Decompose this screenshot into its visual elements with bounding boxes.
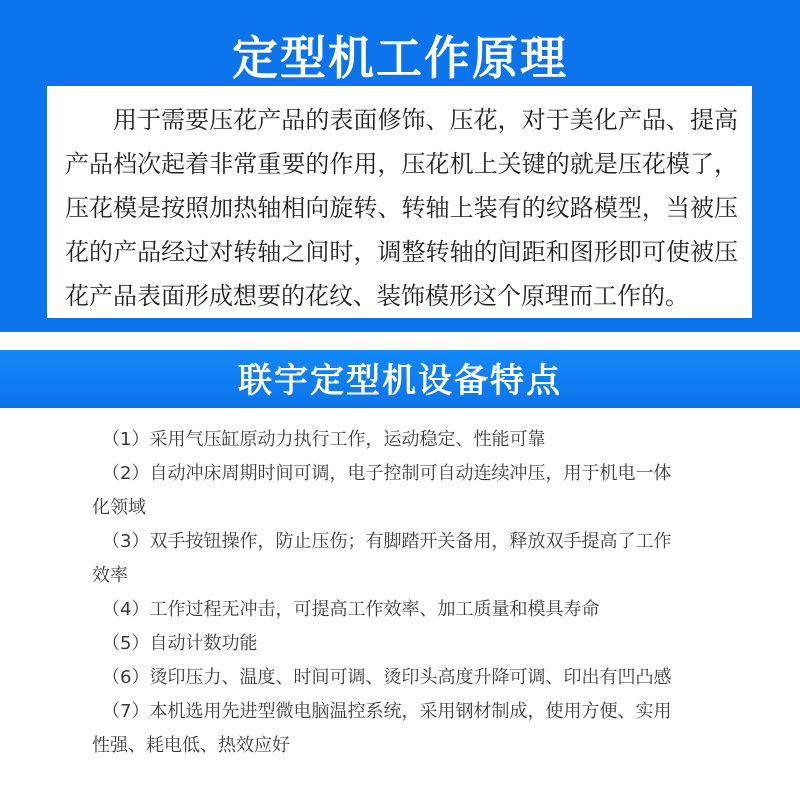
feature-item: （4）工作过程无冲击，可提高工作效率、加工质量和模具寿命 — [102, 599, 600, 620]
feature-item: （2）自动冲床周期时间可调，电子控制可自动连续冲压，用于机电一体化领域 — [92, 463, 672, 518]
feature-item: （1）采用气压缸原动力执行工作，运动稳定、性能可靠 — [102, 429, 546, 450]
feature-item: （5）自动计数功能 — [102, 633, 258, 654]
feature-item: （7）本机选用先进型微电脑温控系统，采用钢材制成，使用方便、实用性强、耗电低、热效应好 — [92, 701, 672, 756]
features-title: 联宇定型机设备特点 — [238, 361, 562, 401]
working-principle-textbox — [47, 86, 752, 318]
working-principle-paragraph: 用于需要压花产品的表面修饰、压花，对于美化产品、提高产品档次起着非常重要的作用，压花机上关键的就是压花模了，压花模是按照加热轴相向旋转、转轴上装有的纹路模型，当被压花的产品经过对转轴之间时，调整转轴的间距和图形即可使被压花产品表面形成想要的花纹、装饰模形这个原理而工作的。 — [65, 106, 738, 310]
working-principle-title: 定型机工作原理 — [232, 31, 568, 85]
features-list — [92, 423, 682, 763]
feature-item: （3）双手按钮操作，防止压伤；有脚踏开关备用，释放双手提高了工作效率 — [92, 531, 672, 586]
working-principle-section — [0, 0, 800, 332]
feature-item: （6）烫印压力、温度、时间可调、烫印头高度升降可调、印出有凹凸感 — [102, 667, 672, 688]
